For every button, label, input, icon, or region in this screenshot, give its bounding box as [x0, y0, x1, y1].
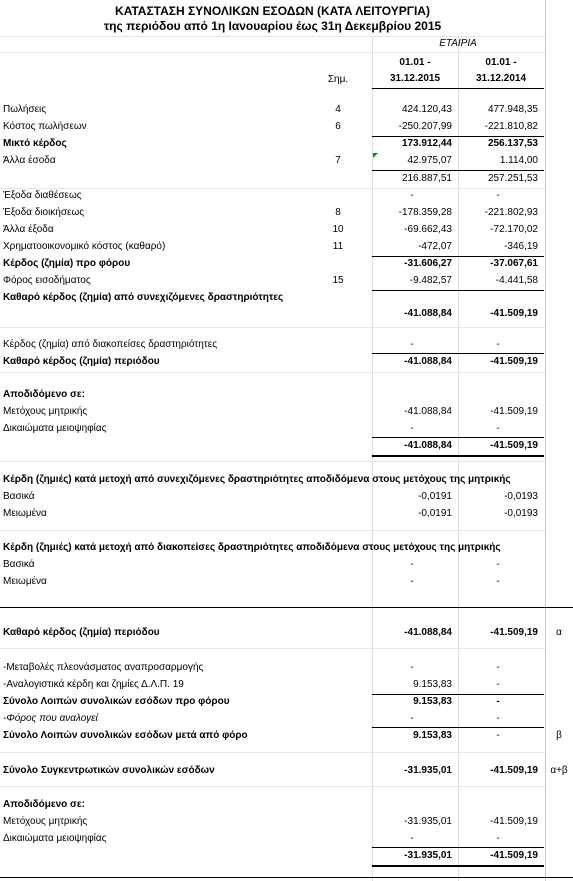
grid-line	[0, 786, 545, 787]
statement-row: Κέρδος (ζημία) από διακοπείσες δραστηριότητες - -	[3, 339, 500, 350]
col2-header-b: 31.12.2014	[475, 73, 527, 84]
grid-line	[0, 372, 545, 373]
col1-header-a: 01.01 -	[399, 57, 431, 68]
total-double-line	[372, 455, 544, 457]
statement-row: Καθαρό κέρδος (ζημία) περιόδου -41.088,84 -41.509,19	[3, 356, 538, 367]
statement-row: -31.935,01 -41.509,19	[404, 850, 538, 861]
statement-row: Αποδιδόμενο σε:	[3, 799, 85, 810]
statement-row: -41.088,84 -41.509,19	[404, 440, 538, 451]
company-column-header: ΕΤΑΙΡΙΑ	[439, 38, 477, 49]
eps-section-heading: Κέρδη (ζημιές) κατά μετοχή από συνεχιζόμενες δραστηριότητες αποδιδόμενα στους μετόχους της μητρικής	[3, 474, 511, 485]
header-underline	[372, 88, 544, 89]
statement-row: Σύνολο Λοιπών συνολικών εσόδων προ φόρου 9.153,83 -	[3, 696, 500, 707]
statement-row: -Φόρος που αναλογεί - -	[3, 713, 500, 724]
section-divider	[0, 877, 573, 878]
statement-row: 216.887,51 257.251,53	[401, 173, 538, 184]
statement-title: ΚΑΤΑΣΤΑΣΗ ΣΥΝΟΛΙΚΩΝ ΕΣΟΔΩΝ (ΚΑΤΑ ΛΕΙΤΟΥΡΓΙΑ)	[115, 4, 430, 18]
grid-line	[0, 461, 545, 462]
grid-line	[0, 36, 545, 37]
total-double-line	[372, 865, 544, 867]
statement-row: Έξοδα διαθέσεως - -	[3, 190, 500, 201]
grid-line	[0, 52, 545, 53]
grid-line	[0, 648, 545, 649]
statement-row: Μικτό κέρδος 173.912,44 256.137,53	[3, 138, 538, 149]
statement-row: Πωλήσεις 4 424.120,43 477.948,35	[3, 104, 538, 115]
col2-header-a: 01.01 -	[485, 57, 517, 68]
statement-row: Σύνολο Λοιπών συνολικών εσόδων μετά από φόρο 9.153,83 - β	[3, 730, 562, 741]
col1-header-b: 31.12.2015	[389, 73, 441, 84]
grid-line	[0, 752, 545, 753]
statement-row: Μειωμένα -0,0191 -0,0193	[3, 508, 538, 519]
statement-row: Μετόχους μητρικής -31.935,01 -41.509,19	[3, 816, 538, 827]
statement-row: Κόστος πωλήσεων 6 -250.207,99 -221.810,82	[3, 121, 538, 132]
statement-row: Φόρος εισοδήματος 15 -9.482,57 -4.441,58	[3, 275, 538, 286]
statement-period: της περιόδου από 1η Ιανουαρίου έως 31η Δεκεμβρίου 2015	[103, 19, 442, 33]
cell-comment-marker	[373, 153, 378, 158]
statement-row: -Αναλογιστικά κέρδη και ζημίες Δ.Λ.Π. 19 9.153,83 -	[3, 679, 500, 690]
statement-row: Χρηματοοικονομικό κόστος (καθαρό) 11 -472,07 -346,19	[3, 241, 538, 252]
statement-row: Δικαιώματα μειοψηφίας - -	[3, 423, 500, 434]
statement-row: Καθαρό κέρδος (ζημία) περιόδου -41.088,84 -41.509,19 α	[3, 627, 562, 638]
statement-row: -Μεταβολές πλεονάσματος αναπροσαρμογής - -	[3, 662, 500, 673]
statement-row: Κέρδος (ζημία) προ φόρου -31.606,27 -37.067,61	[3, 258, 538, 269]
statement-row: Βασικά -0,0191 -0,0193	[3, 491, 538, 502]
eps-section-heading: Κέρδη (ζημιές) κατά μετοχή από διακοπείσες δραστηριότητες αποδιδόμενα στους μετόχους της μητρικής	[3, 542, 501, 553]
statement-row: Μετόχους μητρικής -41.088,84 -41.509,19	[3, 406, 538, 417]
statement-row: Σύνολο Συγκεντρωτικών συνολικών εσόδων -31.935,01 -41.509,19 α+β	[3, 765, 568, 776]
statement-row: Άλλα έσοδα 7 42.975,07 1.114,00	[3, 155, 538, 166]
section-divider	[0, 607, 573, 608]
statement-row: Έξοδα διοικήσεως 8 -178.359,28 -221.802,93	[3, 207, 538, 218]
note-column-header: Σημ.	[327, 74, 349, 85]
grid-line	[0, 327, 545, 328]
statement-row: Καθαρό κέρδος (ζημία) από συνεχιζόμενες δραστηριότητες -41.088,84 -41.509,19	[3, 292, 538, 319]
statement-row: Μειωμένα - -	[3, 576, 500, 587]
statement-row: Άλλα έξοδα 10 -69.662,43 -72.170,02	[3, 224, 538, 235]
statement-row: Αποδιδόμενο σε:	[3, 389, 85, 400]
statement-row: Δικαιώματα μειοψηφίας - -	[3, 833, 500, 844]
statement-row: Βασικά - -	[3, 559, 500, 570]
grid-line	[0, 530, 545, 531]
